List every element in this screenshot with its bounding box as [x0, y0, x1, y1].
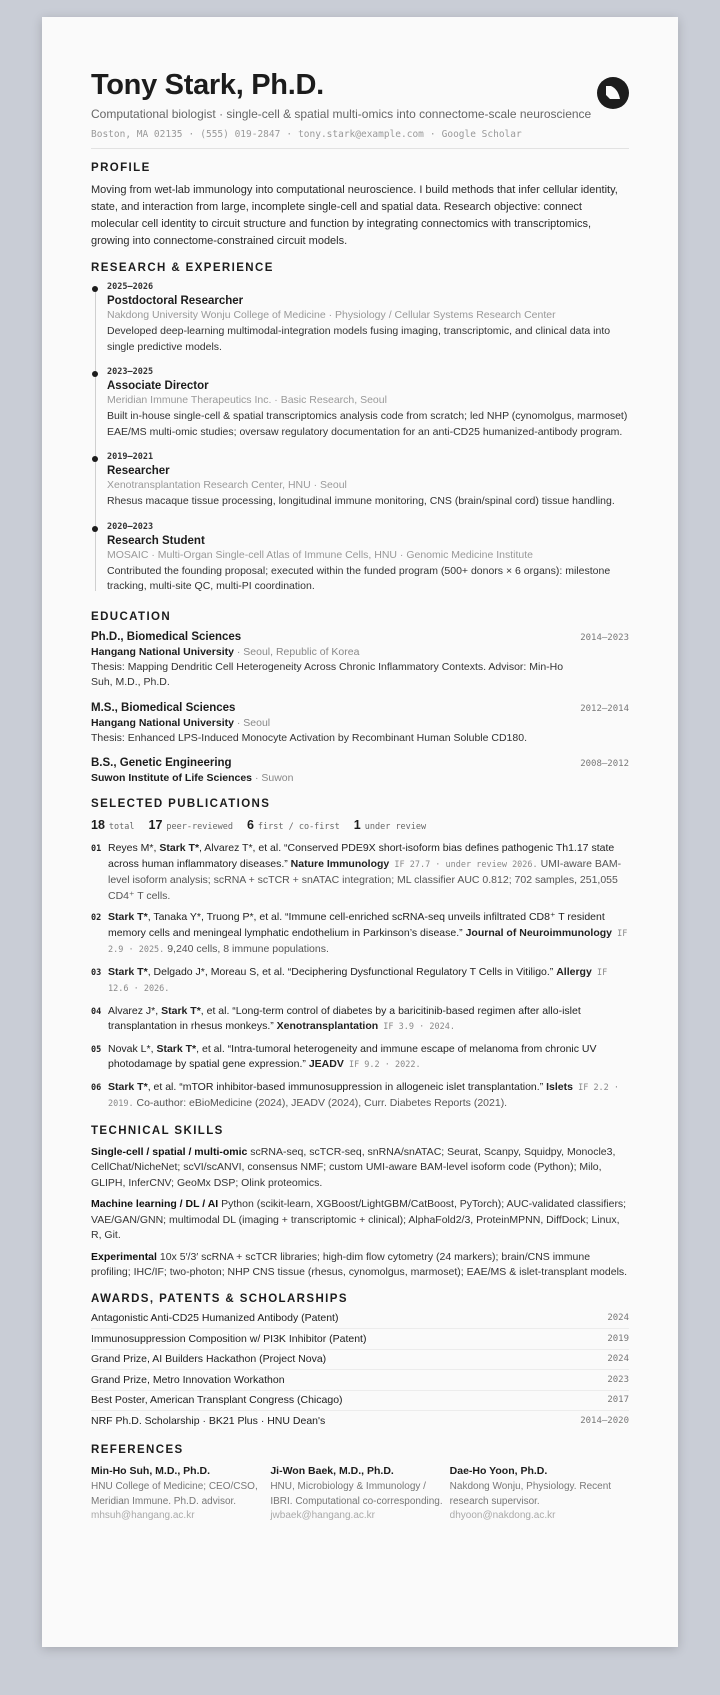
edu-school: Hangang National University [91, 645, 234, 658]
reference-name: Ji-Won Baek, M.D., Ph.D. [270, 1464, 394, 1477]
award-item [91, 1350, 629, 1371]
reference-affiliation: Nakdong Wonju, Physiology. Recent research supervisor. [449, 1481, 612, 1507]
experience-timeline [91, 282, 629, 595]
experience-item [107, 522, 629, 595]
pub-author-self: Stark T* [159, 842, 200, 854]
job-description: Rhesus macaque tissue processing, longitudinal immune monitoring, CNS (brain/spinal cord) tissue handling. [107, 495, 615, 507]
pub-number: 01 [91, 844, 102, 854]
pub-number: 06 [91, 1082, 102, 1093]
experience-item [107, 452, 629, 510]
contact-line: Boston, MA 02135 · (555) 019-2847 · tony.stark@example.com · Google Scholar [91, 129, 522, 140]
job-dates: 2019–2021 [107, 452, 154, 462]
logo-icon [597, 77, 629, 109]
contact-phone: (555) 019-2847 [200, 129, 281, 140]
stat-first-label: first / co-first [257, 822, 340, 832]
pub-author-self: Stark T* [161, 1004, 201, 1017]
stat-review-count: 1 [353, 818, 361, 832]
edu-thesis: Thesis: Enhanced LPS-Induced Monocyte Activation by Recombinant Human Soluble CD180. [91, 731, 527, 744]
stat-first-count: 6 [246, 818, 254, 832]
stat-total-count: 18 [91, 818, 105, 832]
award-year: 2017 [607, 1395, 629, 1406]
education-item [91, 702, 629, 747]
references-list [91, 1464, 629, 1524]
pub-number: 05 [91, 1044, 102, 1055]
edu-institution [91, 772, 629, 784]
reference-item [91, 1464, 270, 1524]
pub-authors-pre: Reyes M*, [108, 842, 160, 854]
pub-citation: , Delgado J*, Moreau S, et al. “Deciphering Dysfunctional Regulatory T Cells in Vitiligo.” [147, 965, 557, 978]
skill-group [91, 1250, 629, 1281]
edu-school: Hangang National University [91, 716, 234, 729]
reference-affiliation: HNU, Microbiology & Immunology / IBRI. Computational co-corresponding. [270, 1481, 443, 1507]
pub-author-self: Stark T* [108, 1080, 148, 1093]
reference-email-link[interactable]: jwbaek@hangang.ac.kr [270, 1510, 375, 1521]
publications-heading: SELECTED PUBLICATIONS [91, 798, 271, 810]
stat-peer-label: peer-reviewed [166, 822, 233, 832]
job-description: Built in-house single-cell & spatial transcriptomics analysis code from scratch; led NHP (cynomolgus, marmoset) EAE/MS multi-omic studies; oversaw regulatory documentation for an anti-CD25 humanized-antibody program. [107, 410, 628, 438]
pub-journal: Xenotransplantation [276, 1020, 379, 1032]
edu-degree: Ph.D., Biomedical Sciences [91, 630, 242, 643]
contact-email-link[interactable]: tony.stark@example.com [298, 129, 424, 140]
edu-degree: B.S., Genetic Engineering [91, 757, 232, 769]
publication-item [91, 841, 629, 904]
awards-heading: AWARDS, PATENTS & SCHOLARSHIPS [91, 1292, 348, 1305]
job-title: Associate Director [107, 380, 209, 392]
skill-text: scRNA-seq, scTCR-seq, snRNA/snATAC; Seurat, Scanpy, Squidpy, Monocle3, CellChat/NicheNet; scVI/scANVI, consensus NMF; custom UMI-aware BAM-level isoform code (Python); Milo, GLIPH, InferCNV; GeoMx DSP; Olink proteomics. [91, 1145, 616, 1189]
award-name: Grand Prize, Metro Innovation Workathon [91, 1373, 285, 1386]
job-title: Researcher [107, 465, 170, 477]
candidate-name: Tony Stark, Ph.D. [91, 69, 324, 101]
pub-journal: Journal of Neuroimmunology [465, 926, 612, 939]
edu-location: · Seoul, Republic of Korea [233, 645, 360, 658]
candidate-tagline: Computational biologist · single-cell & spatial multi-omics into connectome-scale neuroscience [91, 107, 592, 121]
job-dates: 2023–2025 [107, 367, 154, 377]
timeline-line [95, 288, 96, 591]
pub-meta: IF 12.6 · 2026. [108, 967, 608, 994]
pub-notes: UMI-aware BAM-level isoform analysis; scRNA + scTCR + snATAC integration; ML classifier AUC 0.812; 702 samples, 251,055 CD4⁺ T cells. [108, 857, 622, 902]
pub-meta: IF 27.7 · under review 2026. [389, 859, 538, 870]
pub-citation: , Tanaka Y*, Truong P*, et al. “Immune cell-enriched scRNA-seq unveils infiltrated CD8⁺ T resident memory cells and meningeal lymphatic endothelium in Parkinson’s disease.” [108, 911, 605, 939]
education-heading: EDUCATION [91, 610, 172, 623]
pub-meta: IF 9.2 · 2022. [343, 1060, 421, 1070]
experience-heading: RESEARCH & EXPERIENCE [91, 262, 274, 274]
pub-citation: , et al. “Intra-tumoral heterogeneity and immune escape of melanoma from chronic UV photodamage by spatial gene expression.” [108, 1042, 597, 1070]
timeline-dot-icon [92, 526, 98, 532]
edu-location: · Suwon [252, 772, 294, 784]
pub-number: 02 [91, 913, 102, 923]
pub-journal: Islets [546, 1080, 573, 1093]
timeline-dot-icon [92, 456, 98, 462]
edu-institution [91, 646, 629, 658]
pub-meta: IF 3.9 · 2024. [378, 1022, 455, 1032]
edu-years: 2012–2014 [580, 703, 629, 714]
reference-affiliation: HNU College of Medicine; CEO/CSO, Meridian Immune. Ph.D. advisor. [91, 1481, 258, 1507]
stat-peer-count: 17 [148, 818, 163, 832]
reference-name: Dae-Ho Yoon, Ph.D. [449, 1464, 548, 1477]
award-name: Immunosuppression Composition w/ PI3K Inhibitor (Patent) [91, 1332, 367, 1345]
publication-item [91, 965, 629, 998]
job-description: Developed deep-learning multimodal-integration models fusing imaging, transcriptomic, and clinical data into single predictive models. [107, 325, 611, 353]
pub-journal: Allergy [556, 965, 592, 978]
timeline-dot-icon [92, 286, 98, 292]
job-title: Research Student [107, 534, 205, 547]
pub-author-self: Stark T* [108, 911, 148, 923]
pub-authors-pre: Novak L*, [108, 1042, 157, 1055]
edu-institution [91, 717, 629, 729]
award-item [91, 1309, 629, 1330]
award-year: 2019 [607, 1333, 629, 1344]
job-dates: 2020–2023 [107, 521, 154, 532]
header-divider [91, 148, 629, 149]
education-item [91, 757, 629, 784]
experience-item [107, 367, 629, 440]
award-name: Grand Prize, AI Builders Hackathon (Project Nova) [91, 1353, 327, 1366]
award-item [91, 1391, 629, 1412]
publication-item [91, 1042, 629, 1074]
experience-item [107, 282, 629, 355]
edu-years: 2014–2023 [580, 632, 629, 643]
skill-group [91, 1145, 629, 1192]
skill-label: Experimental [91, 1250, 157, 1263]
stat-review-label: under review [364, 822, 427, 832]
pub-citation: , et al. “mTOR inhibitor-based immunosuppression in allogeneic islet transplantation.” [147, 1080, 547, 1093]
references-heading: REFERENCES [91, 1443, 184, 1456]
pub-notes: Co-author: eBioMedicine (2024), JEADV (2024), Curr. Diabetes Reports (2021). [133, 1097, 508, 1109]
award-item [91, 1329, 629, 1350]
publication-item [91, 1004, 629, 1036]
pub-notes: 9,240 cells, 8 immune populations. [164, 943, 329, 955]
reference-email-link[interactable]: dhyoon@nakdong.ac.kr [449, 1510, 556, 1521]
award-item [91, 1411, 629, 1432]
skills-heading: TECHNICAL SKILLS [91, 1124, 224, 1137]
edu-school: Suwon Institute of Life Sciences [91, 772, 253, 784]
stat-total-label: total [108, 822, 135, 832]
skill-label: Single-cell / spatial / multi-omic [91, 1145, 248, 1158]
pub-author-self: Stark T* [108, 965, 148, 978]
job-title: Postdoctoral Researcher [107, 295, 244, 307]
awards-list [91, 1309, 629, 1432]
award-year: 2024 [607, 1313, 629, 1324]
pub-number: 03 [91, 967, 102, 978]
publication-stats [91, 818, 629, 832]
edu-thesis: Thesis: Mapping Dendritic Cell Heterogeneity Across Chronic Inflammatory Contexts. Advisor: Min-Ho Suh, M.D., Ph.D. [91, 660, 564, 688]
timeline-dot-icon [92, 371, 98, 377]
publication-item [91, 910, 629, 959]
pub-meta: IF 2.2 · 2019. [108, 1082, 620, 1109]
education-item [91, 631, 629, 691]
skill-label: Machine learning / DL / AI [91, 1198, 219, 1210]
award-year: 2023 [607, 1374, 629, 1385]
edu-years: 2008–2012 [580, 759, 629, 769]
reference-item [450, 1464, 629, 1524]
reference-email-link[interactable]: mhsuh@hangang.ac.kr [91, 1510, 195, 1521]
reference-item [270, 1464, 449, 1524]
job-organization: Nakdong University Wonju College of Medicine · Physiology / Cellular Systems Research Center [107, 309, 556, 321]
job-organization: Meridian Immune Therapeutics Inc. · Basic Research, Seoul [107, 394, 387, 406]
award-year: 2014–2020 [580, 1416, 629, 1427]
publication-item [91, 1080, 629, 1113]
pub-journal: Nature Immunology [290, 857, 390, 870]
job-dates: 2025–2026 [107, 282, 154, 292]
award-name: NRF Ph.D. Scholarship · BK21 Plus · HNU Dean's [91, 1415, 326, 1428]
edu-degree: M.S., Biomedical Sciences [91, 701, 236, 714]
profile-text: Moving from wet-lab immunology into computational neuroscience. I build methods that infer cellular identity, state, and interaction from large, incomplete single-cell and spatial data. Research objective: connect molecular cell identity to circuit structure and function by integrating connectomics with transcriptomics, growing into connectome-constrained circuit models. [91, 184, 618, 247]
resume-header [91, 67, 629, 140]
pub-citation: , et al. “Long-term control of diabetes by a baricitinib-based regimen after allo-islet transplantation in rhesus monkeys.” [108, 1004, 581, 1032]
reference-name: Min-Ho Suh, M.D., Ph.D. [91, 1464, 210, 1477]
pub-journal: JEADV [308, 1058, 344, 1070]
award-name: Best Poster, American Transplant Congress (Chicago) [91, 1394, 343, 1407]
pub-meta: IF 2.9 · 2025. [108, 928, 628, 955]
profile-heading: PROFILE [91, 162, 151, 174]
pub-authors-pre: Alvarez J*, [108, 1004, 162, 1017]
edu-location: · Seoul [233, 716, 271, 729]
award-year: 2024 [607, 1354, 629, 1365]
skill-text: 10x 5′/3′ scRNA + scTCR libraries; high-dim flow cytometry (24 markers); brain/CNS immune profiling; IHC/IF; two-photon; NHP CNS tissue (rhesus, cynomolgus, marmoset); EAE/MS & islet-transplant models. [91, 1250, 628, 1278]
skill-text: Python (scikit-learn, XGBoost/LightGBM/CatBoost, PyTorch); AUC-validated classifiers; VAE/GAN/GNN; multimodal DL (imaging + transcriptomic + clinical); AlphaFold2/3, ProteinMPNN, DiffDock; Linux, R, Git. [91, 1198, 627, 1241]
award-item [91, 1370, 629, 1391]
google-scholar-link[interactable]: Google Scholar [441, 129, 522, 140]
pub-number: 04 [91, 1006, 102, 1017]
job-description: Contributed the founding proposal; executed within the funded program (500+ donors × 6 organs): milestone tracking, multi-site QC, multi-PI coordination. [107, 564, 611, 592]
award-name: Antagonistic Anti-CD25 Humanized Antibody (Patent) [91, 1312, 339, 1325]
job-organization: MOSAIC · Multi-Organ Single-cell Atlas of Immune Cells, HNU · Genomic Medicine Institute [107, 548, 533, 561]
skill-group [91, 1197, 629, 1244]
pub-citation: , Alvarez T*, et al. “Conserved PDE9X short-isoform bias defines pathogenic Th1.17 state across human inflammatory diseases.” [108, 842, 615, 870]
resume-page [42, 17, 678, 1647]
contact-location: Boston, MA 02135 [91, 129, 183, 140]
job-organization: Xenotransplantation Research Center, HNU · Seoul [107, 479, 347, 491]
pub-author-self: Stark T* [156, 1042, 197, 1055]
